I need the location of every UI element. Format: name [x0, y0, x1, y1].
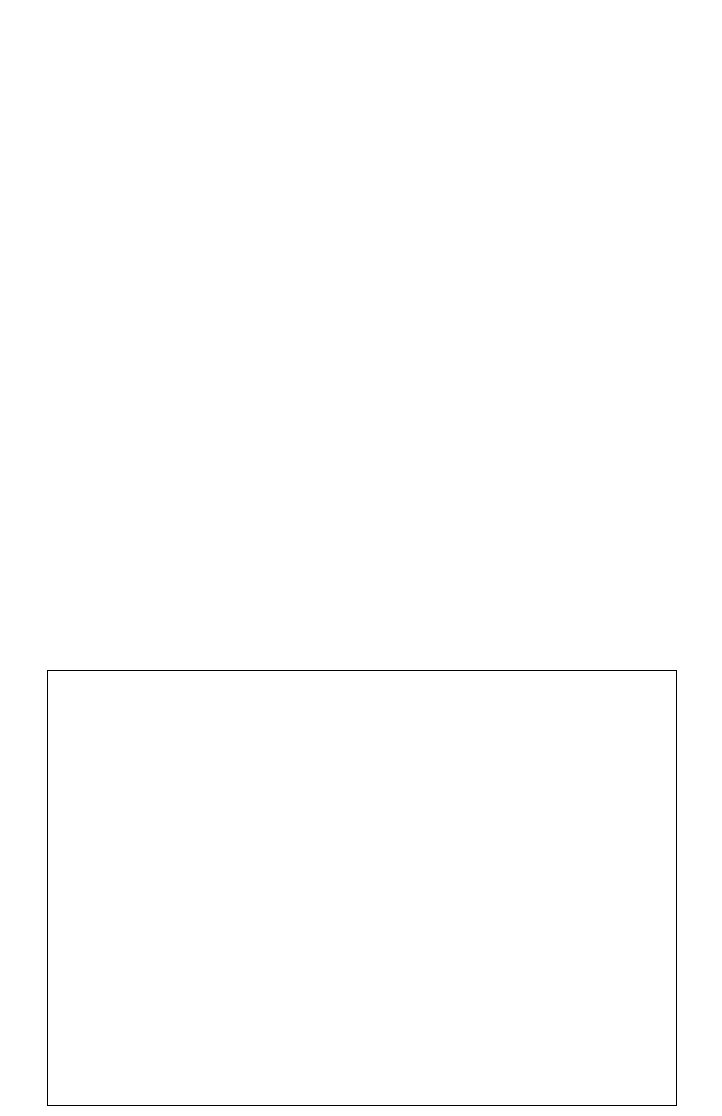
pca-chart — [48, 671, 676, 1105]
pca-chart-frame — [47, 670, 677, 1106]
pairwise-projection-figure — [0, 0, 722, 380]
